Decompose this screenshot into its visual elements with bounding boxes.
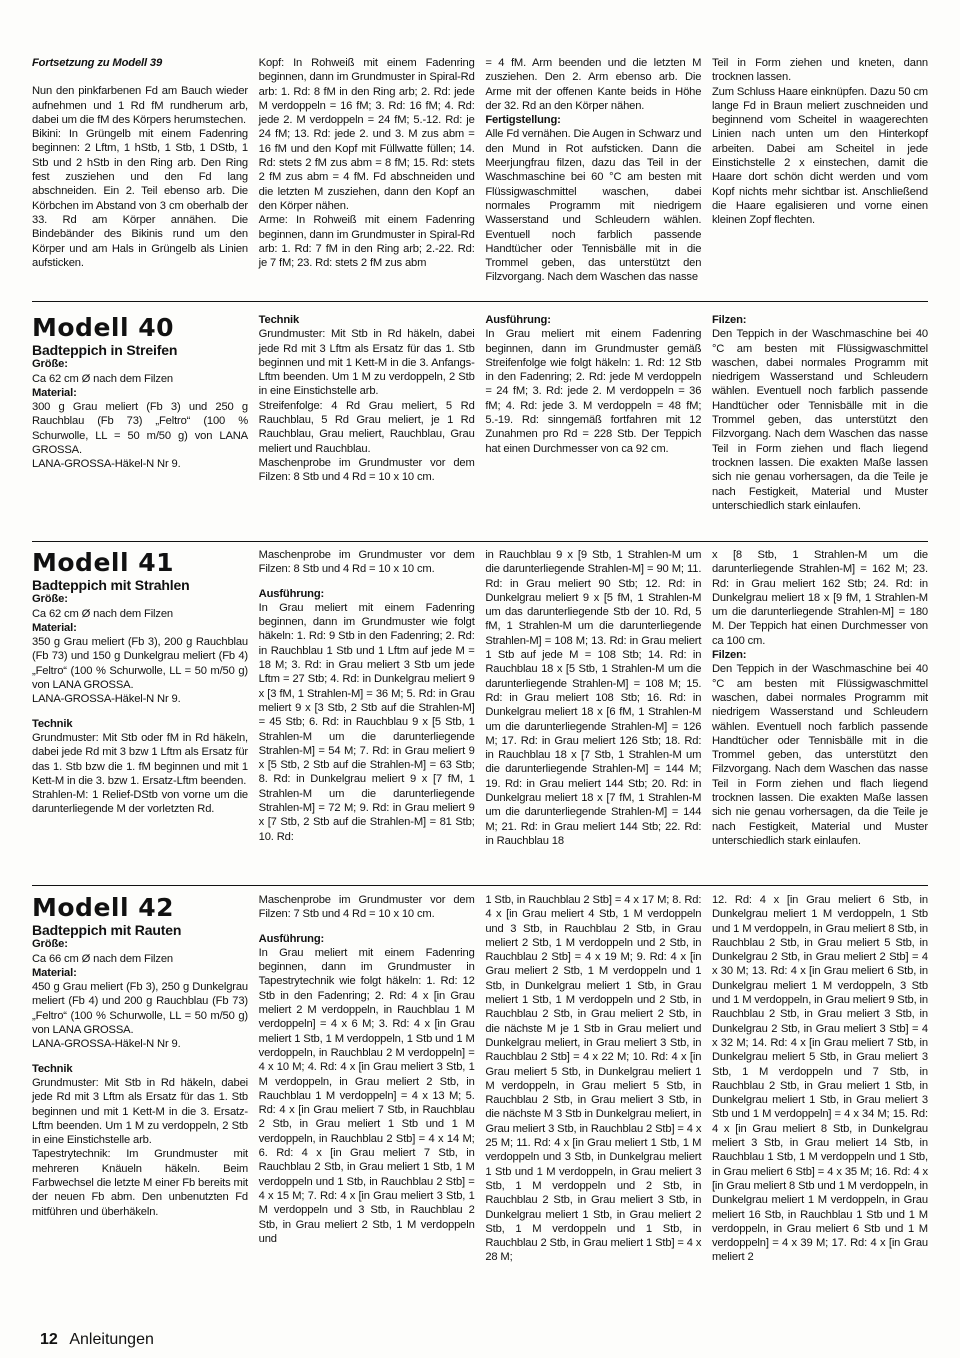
paragraph: Ca 66 cm Ø nach dem Filzen: [32, 952, 173, 965]
paragraph: Den Teppich in der Waschmaschine bei 40 °C am besten mit Flüssigwaschmittel waschen, dabei normales Programm mit niedrigem Wasserstand und Schleudern wählen. Eventuell noch farblich passende Handtücher oder Tennisbälle mit in die Trommel geben, das unterstützt den Filzvorgang. Nach dem Waschen das nasse Teil in Form ziehen und flach liegend trocknen lassen. Die exakten Maße lassen sich nie genau vorhersagen, da die Teile je nach Festigkeit, Material und Muster unterschiedlich stark einlaufen.: [711, 663, 928, 847]
text-column: [485, 893, 701, 1265]
section-heading: Technik: [258, 314, 300, 326]
section-heading: Ausführung:: [258, 587, 325, 600]
section-heading: Größe:: [32, 593, 68, 606]
text-column: [32, 56, 248, 285]
page-number: 12: [40, 1331, 58, 1348]
paragraph: 12. Rd: 4 x [in Grau meliert 6 Stb, in Dunkelgrau meliert 1 M verdoppeln, 1 Stb und 1 M verdoppeln, in Grau meliert 8 Stb, in Rauchblau 2 Stb, in Grau meliert 5 Stb, in Dunkelgrau 2 Stb, in Grau meliert 2 Stb] = 4 x 30 M; 13. Rd: 4 x [in Grau meliert 6 Stb, in Dunkelgrau meliert 1 M verdoppeln, 3 Stb und 1 M verdoppeln, in Grau meliert 9 Stb, in Rauchblau 2 Stb, in Grau meliert 3 Stb, in Dunkelgrau 2 Stb, in Grau meliert 3 Stb] = 4 x 32 M; 14. Rd: 4 x [in Grau meliert 7 Stb, in Dunkelgrau meliert 5 Stb, in Grau meliert 3 Stb, 1 M verdoppeln und 7 Stb, in Rauchblau 2 Stb, in Grau meliert 1 Stb, in Dunkelgrau meliert 1 Stb, in Grau meliert 3 Stb und 1 M verdoppeln] = 4 x 34 M; 15. Rd: 4 x [in Grau meliert 8 Stb, in Dunkelgrau meliert 3 Stb, in Grau meliert 14 Stb, in Rauchblau 1 Stb, 1 M verdoppeln und 1 Stb, in Grau meliert 6 Stb] = 4 x 35 M; 16. Rd: 4 x [in Grau meliert 8 Stb und 1 M verdoppeln, in Dunkelgrau meliert 1 M verdoppeln, in Grau meliert 16 Stb, in Rauchblau 1 Stb und 1 M verdoppeln, in Grau meliert 6 Stb und 1 M verdoppeln] = 4 x 39 M; 17. Rd: 4 x [in Grau meliert 2: [711, 894, 928, 1264]
paragraph: = 4 fM. Arm beenden und die letzten M zusziehen. Den 2. Arm ebenso arb. Die Arme mit der offenen Kante beids in Höhe der 32. Rd an den Körper nähen.: [485, 57, 702, 112]
section-heading: Filzen:: [711, 649, 747, 662]
paragraph: Grundmuster: Mit Stb oder fM in Rd häkeln, dabei jede Rd mit 3 bzw 1 Lftm als Ersatz für das 1. Stb bzw die 1. fM beginnen und mit 1 Kett-M in die 3. bzw 1. Ersatz-Lftm beenden.: [32, 731, 248, 787]
column-body: [32, 592, 248, 816]
text-column: [485, 56, 701, 285]
section-heading: Ausführung:: [258, 932, 325, 945]
text-column: [485, 548, 701, 848]
section-heading: Größe:: [32, 938, 68, 951]
paragraph: LANA-GROSSA-Häkel-N Nr 9.: [32, 458, 181, 471]
section-heading: Ausführung:: [485, 314, 551, 326]
column-body: [32, 937, 248, 1219]
paragraph: Grundmuster: Mit Stb in Rd häkeln, dabei jede Rd mit 3 Lftm als Ersatz für das 1. Stb beginnen und mit 1 Kett-M in die 3. Anfangs-Lftm beenden. Um 1 M zu verdoppeln, 2 Stb in eine Einstichstelle arb.: [258, 328, 475, 398]
section-modell-41: [32, 548, 928, 848]
section-modell-40: [32, 313, 928, 513]
paragraph: In Grau meliert mit einem Fadenring beginnen, dann im Grundmuster gemäß Streifenfolge wie folgt häkeln: 1. Rd: 12 Stb in den Fadenring; 2. Rd: jede M verdoppeln = 24 fM; 3. Rd: jede 2. M verdoppeln = 36 fM; 4. Rd: jede 3. M verdoppeln = 48 fM; 5.-19. Rd: sinngemäß fortfahren mit 12 Zunahmen pro Rd = 228 Stb. Der Teppich hat einen Durchmesser von ca 92 cm.: [485, 328, 702, 455]
paragraph: Maschenprobe im Grundmuster vor dem Filzen: 7 Stb und 4 Rd = 10 x 10 cm.: [258, 894, 475, 921]
section-divider: [32, 541, 928, 542]
paragraph: 350 g Grau meliert (Fb 3), 200 g Rauchblau (Fb 73) und 150 g Dunkelgrau meliert (Fb 4) „Feltro“ (100 % Schurwolle, LL = 50 m/50 g) von LANA GROSSA.: [32, 636, 248, 692]
section-label: Anleitungen: [69, 1331, 154, 1348]
paragraph: Streifenfolge: 4 Rd Grau meliert, 5 Rd Rauchblau, 5 Rd Grau meliert, je 1 Rd Rauchblau, Grau meliert, Rauchblau, Grau meliert und Rauchblau.: [258, 399, 475, 455]
section-divider: [32, 301, 928, 302]
text-column: [259, 893, 475, 1265]
model-subtitle: Badteppich mit Rauten: [32, 922, 182, 938]
paragraph: Grundmuster: Mit Stb in Rd häkeln, dabei jede Rd mit 3 Lftm als Ersatz für das 1. Stb beginnen und mit 1 Kett-M in die 3. Ersatz-Lftm beenden. Um 1 M zu verdoppeln, 2 Stb in eine Einstichstelle arb.: [32, 1076, 248, 1147]
paragraph: Maschenprobe im Grundmuster vor dem Filzen: 8 Stb und 4 Rd = 10 x 10 cm.: [258, 549, 475, 576]
text-column: [32, 313, 248, 513]
text-column: [712, 893, 928, 1265]
section-heading: Technik: [32, 1062, 73, 1075]
section-heading: Fertigstellung:: [485, 114, 561, 127]
paragraph: x [8 Stb, 1 Strahlen-M um die darunterliegende Strahlen-M] = 162 M; 23. Rd: in Grau meliert 162 Stb; 24. Rd: in Dunkelgrau meliert 18 x [9 fM, 1 Strahlen-M um die darunterliegende Strahlen-M] = 180 M. Der Teppich hat einen Durchmesser von ca 100 cm.: [711, 549, 928, 647]
model-title: Modell 41: [32, 548, 175, 577]
paragraph: Zum Schluss Haare einknüpfen. Dazu 50 cm lange Fd in Braun meliert zuschneiden und beginnend vom Scheitel in waagerechten Linien nach unten um den Hinterkopf arbeiten. Dabei am Scheitel in jede Einstichstelle 2 x einstechen, damit die Haare dort schön dicht werden und vom Kopf nichts mehr sichtbar ist. Anschließend die Haare egalisieren und vorne einen kleinen Zopf flechten.: [711, 85, 928, 227]
section-heading: Material:: [32, 386, 77, 399]
model-title: Modell 40: [32, 313, 175, 342]
paragraph: Ca 62 cm Ø nach dem Filzen: [32, 607, 173, 620]
text-column: [712, 313, 928, 513]
paragraph: Arme: In Rohweiß mit einem Fadenring beginnen, dann im Grundmuster in Spiral-Rd arb: 1. Rd: 7 fM in den Ring arb; 2.-22. Rd: je 7 fM; 23. Rd: stets 2 fM zus abm: [258, 214, 475, 270]
paragraph: Alle Fd vernähen. Die Augen in Schwarz und den Mund in Rot aufsticken. Dann die Meerjungfrau filzen, dazu das Teil in der Waschmaschine bei 60 °C am besten mit Flüssigwaschmittel waschen, dabei normales Programm mit niedrigem Wasserstand und Schleudern wählen. Eventuell noch farblich passende Handtücher oder Tennisbälle mit in die Trommel geben, das unterstützt den Filzvorgang. Nach dem Waschen das nasse: [485, 128, 702, 284]
paragraph: 300 g Grau meliert (Fb 3) und 250 g Rauchblau (Fb 73) „Feltro“ (100 % Schurwolle, LL = 50 m/50 g) von LANA GROSSA.: [32, 401, 248, 457]
text-column: [259, 548, 475, 848]
text-column: [32, 893, 248, 1265]
paragraph: Maschenprobe im Grundmuster vor dem Filzen: 8 Stb und 4 Rd = 10 x 10 cm.: [258, 456, 475, 484]
paragraph: LANA-GROSSA-Häkel-N Nr 9.: [32, 1038, 181, 1051]
section-heading: Technik: [32, 717, 73, 730]
text-column: [712, 548, 928, 848]
model-subtitle: Badteppich mit Strahlen: [32, 577, 190, 593]
paragraph: 1 Stb, in Rauchblau 2 Stb] = 4 x 17 M; 8. Rd: 4 x [in Grau meliert 4 Stb, 1 M verdoppeln und 3 Stb, in Rauchblau 2 Stb, in Grau meliert 2 Stb, 1 M verdoppeln und 2 Stb, in Rauchblau 2 Stb] = 4 x 19 M; 9. Rd: 4 x [in Grau meliert 2 Stb, 1 M verdoppeln und 1 Stb, in Dunkelgrau meliert 1 Stb, in Grau meliert 1 Stb, 1 M verdoppeln und 2 Stb, in Rauchblau 2 Stb, in Grau meliert 2 Stb, in die nächste M je 1 Stb in Grau meliert und Dunkelgrau meliert, in Grau meliert 3 Stb, in Rauchblau 2 Stb] = 4 x 22 M; 10. Rd: 4 x [in Grau meliert 5 Stb, in Dunkelgrau meliert 1 M verdoppeln, in Grau meliert 5 Stb, in Rauchblau 2 Stb, in Grau meliert 3 Stb, in die nächste M 3 Stb in Dunkelgrau meliert, in Grau meliert 3 Stb, in Rauchblau 2 Stb] = 4 x 25 M; 11. Rd: 4 x [in Grau meliert 1 Stb, 1 M verdoppeln und 3 Stb, in Dunkelgrau meliert 1 Stb und 1 M verdoppeln, in Grau meliert 3 Stb, 1 M verdoppeln und 2 Stb, in Rauchblau 2 Stb, in Grau meliert 3 Stb, in Dunkelgrau meliert 1 Stb, in Grau meliert 2 Stb, 1 M verdoppeln und 1 Stb, in Rauchblau 2 Stb, in Grau meliert 1 Stb] = 4 x 28 M;: [485, 894, 702, 1264]
paragraph: Fortsetzung zu Modell 39: [32, 57, 163, 69]
paragraph: Kopf: In Rohweiß mit einem Fadenring beginnen, dann im Grundmuster in Spiral-Rd arb: 1. Rd: 8 fM in den Ring arb; 2. Rd: jede M verdoppeln = 16 fM; 3. Rd: 16 fM; 4. Rd: jede 2. M verdoppeln = 24 fM; 5.-12. Rd: je 24 fM; 13. Rd: jede 2. und 3. M zus abm = 16 fM und den Kopf mit Füllwatte füllen; 14. Rd: stets 2 fM zus abm = 8 fM; 15. Rd: stets 2 fM zus abm = 4 fM. Fd abschneiden und die letzten M zusziehen, dann den Kopf an den Körper nähen.: [258, 57, 475, 212]
page-footer: [40, 1331, 154, 1349]
paragraph: Ca 62 cm Ø nach dem Filzen: [32, 372, 173, 385]
text-column: [712, 56, 928, 285]
paragraph: Tapestrytechnik: Im Grundmuster mit mehreren Knäueln häkeln. Beim Farbwechsel die letzte M einer Fb bereits mit der neuen Fb abm. Den unbenutzten Fd mitführen und überhäkeln.: [32, 1148, 248, 1218]
paragraph: In Grau meliert mit einem Fadenring beginnen, dann im Grundmuster wie folgt häkeln: 1. Rd: 9 Stb in den Fadenring; 2. Rd: in Rauchblau 1 Stb und 1 Lftm auf jede M = 18 M; 3. Rd: in Grau meliert 3 Stb um jede Lftm = 27 Stb; 4. Rd: in Dunkelgrau meliert 9 x [3 fM, 1 Strahlen-M] = 36 M; 5. Rd: in Grau meliert 9 x [3 Stb, 2 Stb auf die Strahlen-M] = 45 Stb; 6. Rd: in Rauchblau 9 x [5 Stb, 1 Strahlen-M um die darunterliegende Strahlen-M] = 54 M; 7. Rd: in Grau meliert 9 x [5 Stb, 2 Stb auf die Strahlen-M] = 63 Stb; 8. Rd: in Dunkelgrau meliert 9 x [7 fM, 1 Strahlen-M um die darunterliegende Strahlen-M] = 72 M; 9. Rd: in Grau meliert 9 x [7 Stb, 2 Stb auf die Strahlen-M] = 81 Stb; 10. Rd:: [258, 601, 475, 843]
section-heading: Größe:: [32, 358, 68, 371]
section-modell-39: [32, 56, 928, 285]
section-divider: [32, 885, 928, 886]
paragraph: in Rauchblau 9 x [9 Stb, 1 Strahlen-M um die darunterliegende Strahlen-M] = 90 M; 11. Rd: in Grau meliert 90 Stb; 12. Rd: in Dunkelgrau meliert 9 x [5 fM, 1 Strahlen-M um das darunterliegende Stb der 10. Rd, 5 fM, 1 Strahlen-M um die darunterliegende Strahlen-M] = 108 M; 13. Rd: in Grau meliert 1 Stb auf jede M = 108 Stb; 14. Rd: in Rauchblau 18 x [5 Stb, 1 Strahlen-M um die darunterliegende Strahlen-M] = 108 M; 15. Rd: in Grau meliert 108 Stb; 16. Rd: in Dunkelgrau meliert 18 x [6 fM, 1 Strahlen-M um die darunterliegende Strahlen-M] = 126 M; 17. Rd: in Grau meliert 126 Stb; 18. Rd: in Rauchblau 18 x [7 Stb, 1 Strahlen-M um die darunterliegende Strahlen-M] = 144 M; 19. Rd: in Grau meliert 144 Stb; 20. Rd: in Dunkelgrau meliert 18 x [7 fM, 1 Strahlen-M um die darunterliegende Strahlen-M] = 144 M; 21. Rd: in Grau meliert 144 Stb; 22. Rd: in Rauchblau 18: [485, 549, 702, 847]
text-column: [259, 313, 475, 513]
paragraph: Nun den pinkfarbenen Fd am Bauch wieder aufnehmen und 1 Rd fM rundherum arb, dabei um die fM des Körpers herumstechen.: [32, 85, 248, 126]
paragraph: LANA-GROSSA-Häkel-N Nr 9.: [32, 693, 181, 706]
paragraph: In Grau meliert mit einem Fadenring beginnen, dann im Grundmuster in Tapestrytechnik wie folgt häkeln: 1. Rd: 12 Stb in den Fadenring; 2. Rd: 4 x [in Grau meliert 2 M verdoppeln, in Rauchblau 1 M verdoppeln] = 4 x 6 M; 3. Rd: 4 x [in Grau meliert 1 Stb, 1 M verdoppeln, 1 Stb und 1 M verdoppeln, in Rauchblau 2 M verdoppeln] = 4 x 10 M; 4. Rd: 4 x [in Grau meliert 3 Stb, 1 M verdoppeln, in Grau meliert 2 Stb, in Rauchblau 1 M verdoppeln] = 4 x 13 M; 5. Rd: 4 x [in Grau meliert 7 Stb, in Rauchblau 2 Stb, in Grau meliert 1 Stb und 1 M verdoppeln, in Rauchblau 2 Stb] = 4 x 14 M; 6. Rd: 4 x [in Grau meliert 7 Stb, in Rauchblau 2 Stb, in Grau meliert 1 Stb, 1 M verdoppeln und 1 Stb, in Rauchblau 2 Stb] = 4 x 15 M; 7. Rd: 4 x [in Grau meliert 3 Stb, 1 M verdoppeln und 3 Stb, in Rauchblau 2 Stb, in Grau meliert 2 Stb, 1 M verdoppeln und: [258, 946, 475, 1245]
section-modell-42: [32, 893, 928, 1265]
paragraph: Den Teppich in der Waschmaschine bei 40 °C am besten mit Flüssigwaschmittel waschen, dabei normales Programm mit niedrigem Wasserstand und Schleudern wählen. Eventuell noch farblich passende Handtücher oder Tennisbälle mit in die Trommel geben, das unterstützt den Filzvorgang. Nach dem Waschen das nasse Teil in Form ziehen und flach liegend trocknen lassen. Die exakten Maße lassen sich nie genau vorhersagen, da die Teile je nach Festigkeit, Material und Muster unterschiedlich stark einlaufen.: [711, 328, 928, 512]
section-heading: Filzen:: [711, 314, 747, 326]
section-heading: Material:: [32, 966, 77, 979]
paragraph: Bikini: In Grüngelb mit einem Fadenring beginnen: 2 Lftm, 1 hStb, 1 Stb, 1 DStb, 1 Stb und 2 hStb in den Ring arb. Den Ring fest zusziehen und den Fd lang abschneiden. Ein 2. Teil ebenso arb. Die Körbchen im Abstand von 3 cm oberhalb der 33. Rd am Körper annähen. Die Bindebänder des Bikinis rund um den Körper und am Hals in Grüngelb als Linien aufsticken.: [32, 128, 248, 269]
text-column: [32, 548, 248, 848]
paragraph: 450 g Grau meliert (Fb 3), 250 g Dunkelgrau meliert (Fb 4) und 200 g Rauchblau (Fb 73) „Feltro“ (100 % Schurwolle, LL = 50 m/50 g) von LANA GROSSA.: [32, 981, 248, 1037]
section-heading: Material:: [32, 621, 77, 634]
paragraph: Teil in Form ziehen und kneten, dann trocknen lassen.: [711, 57, 928, 84]
column-body: [32, 357, 248, 471]
paragraph: Strahlen-M: 1 Relief-DStb von vorne um die darunterliegende M der vorletzten Rd.: [32, 789, 248, 816]
model-subtitle: Badteppich in Streifen: [32, 342, 178, 358]
text-column: [485, 313, 701, 513]
model-title: Modell 42: [32, 893, 175, 922]
text-column: [259, 56, 475, 285]
